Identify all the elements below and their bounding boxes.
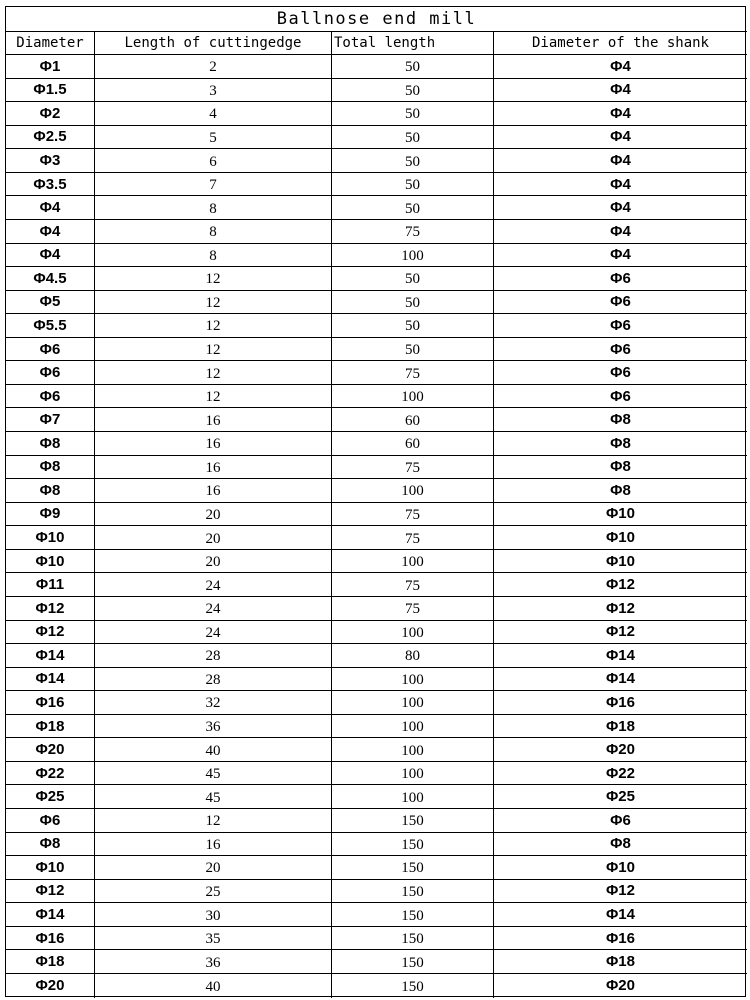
cell-shank-diameter: Φ12	[494, 621, 747, 645]
cell-shank-diameter: Φ12	[494, 597, 747, 621]
cell-cutting-edge-length: 16	[95, 456, 332, 480]
cell-cutting-edge-length: 2	[95, 55, 332, 79]
cell-total-length: 75	[332, 361, 494, 385]
cell-diameter: Φ4.5	[6, 267, 95, 291]
cell-total-length: 50	[332, 196, 494, 220]
cell-cutting-edge-length: 7	[95, 173, 332, 197]
cell-total-length: 50	[332, 102, 494, 126]
cell-total-length: 50	[332, 314, 494, 338]
cell-shank-diameter: Φ10	[494, 856, 747, 880]
cell-diameter: Φ14	[6, 668, 95, 692]
cell-cutting-edge-length: 35	[95, 927, 332, 951]
cell-total-length: 150	[332, 903, 494, 927]
cell-diameter: Φ8	[6, 479, 95, 503]
cell-cutting-edge-length: 5	[95, 126, 332, 150]
cell-diameter: Φ18	[6, 950, 95, 974]
cell-cutting-edge-length: 12	[95, 385, 332, 409]
cell-total-length: 100	[332, 738, 494, 762]
cell-total-length: 150	[332, 950, 494, 974]
cell-cutting-edge-length: 28	[95, 668, 332, 692]
cell-shank-diameter: Φ14	[494, 903, 747, 927]
cell-shank-diameter: Φ16	[494, 927, 747, 951]
cell-cutting-edge-length: 16	[95, 479, 332, 503]
cell-total-length: 80	[332, 644, 494, 668]
cell-shank-diameter: Φ8	[494, 432, 747, 456]
cell-total-length: 100	[332, 691, 494, 715]
cell-cutting-edge-length: 32	[95, 691, 332, 715]
cell-diameter: Φ10	[6, 856, 95, 880]
cell-diameter: Φ3	[6, 149, 95, 173]
cell-shank-diameter: Φ10	[494, 526, 747, 550]
cell-diameter: Φ9	[6, 503, 95, 527]
cell-diameter: Φ12	[6, 880, 95, 904]
cell-diameter: Φ16	[6, 691, 95, 715]
cell-diameter: Φ12	[6, 621, 95, 645]
cell-diameter: Φ25	[6, 785, 95, 809]
cell-shank-diameter: Φ14	[494, 668, 747, 692]
cell-cutting-edge-length: 36	[95, 715, 332, 739]
cell-cutting-edge-length: 28	[95, 644, 332, 668]
cell-total-length: 75	[332, 597, 494, 621]
cell-total-length: 100	[332, 785, 494, 809]
cell-total-length: 150	[332, 833, 494, 857]
cell-cutting-edge-length: 8	[95, 244, 332, 268]
cell-total-length: 100	[332, 479, 494, 503]
cell-diameter: Φ8	[6, 432, 95, 456]
cell-shank-diameter: Φ6	[494, 338, 747, 362]
cell-total-length: 100	[332, 668, 494, 692]
cell-diameter: Φ22	[6, 762, 95, 786]
cell-diameter: Φ6	[6, 385, 95, 409]
cell-cutting-edge-length: 12	[95, 338, 332, 362]
cell-total-length: 50	[332, 338, 494, 362]
cell-diameter: Φ2.5	[6, 126, 95, 150]
cell-shank-diameter: Φ16	[494, 691, 747, 715]
cell-cutting-edge-length: 45	[95, 785, 332, 809]
cell-shank-diameter: Φ14	[494, 644, 747, 668]
cell-total-length: 75	[332, 220, 494, 244]
cell-total-length: 60	[332, 408, 494, 432]
cell-cutting-edge-length: 8	[95, 220, 332, 244]
header-diameter: Diameter	[6, 32, 95, 55]
cell-cutting-edge-length: 12	[95, 314, 332, 338]
cell-shank-diameter: Φ4	[494, 102, 747, 126]
cell-shank-diameter: Φ25	[494, 785, 747, 809]
cell-diameter: Φ4	[6, 220, 95, 244]
cell-cutting-edge-length: 16	[95, 432, 332, 456]
cell-diameter: Φ12	[6, 597, 95, 621]
cell-total-length: 100	[332, 715, 494, 739]
cell-total-length: 100	[332, 244, 494, 268]
cell-shank-diameter: Φ10	[494, 550, 747, 574]
cell-shank-diameter: Φ8	[494, 408, 747, 432]
cell-diameter: Φ4	[6, 196, 95, 220]
cell-total-length: 150	[332, 927, 494, 951]
cell-shank-diameter: Φ18	[494, 715, 747, 739]
cell-shank-diameter: Φ6	[494, 267, 747, 291]
cell-diameter: Φ14	[6, 903, 95, 927]
cell-shank-diameter: Φ4	[494, 149, 747, 173]
cell-total-length: 50	[332, 291, 494, 315]
cell-total-length: 150	[332, 856, 494, 880]
cell-diameter: Φ6	[6, 338, 95, 362]
cell-cutting-edge-length: 45	[95, 762, 332, 786]
cell-shank-diameter: Φ12	[494, 880, 747, 904]
cell-cutting-edge-length: 8	[95, 196, 332, 220]
cell-shank-diameter: Φ4	[494, 55, 747, 79]
cell-shank-diameter: Φ8	[494, 833, 747, 857]
header-shank-diameter: Diameter of the shank	[494, 32, 747, 55]
cell-shank-diameter: Φ12	[494, 573, 747, 597]
cell-cutting-edge-length: 16	[95, 408, 332, 432]
cell-total-length: 75	[332, 573, 494, 597]
cell-total-length: 75	[332, 526, 494, 550]
cell-shank-diameter: Φ6	[494, 809, 747, 833]
cell-cutting-edge-length: 20	[95, 550, 332, 574]
cell-shank-diameter: Φ10	[494, 503, 747, 527]
cell-shank-diameter: Φ20	[606, 977, 635, 995]
cell-shank-diameter: Φ4	[494, 196, 747, 220]
cell-total-length: 100	[332, 385, 494, 409]
cell-shank-diameter: Φ4	[494, 220, 747, 244]
cell-cutting-edge-length: 12	[95, 361, 332, 385]
cell-cutting-edge-length: 6	[95, 149, 332, 173]
cell-total-length: 150	[332, 809, 494, 833]
cell-total-length: 150	[332, 974, 494, 998]
cell-diameter: Φ3.5	[6, 173, 95, 197]
cell-shank-diameter: Φ6	[494, 291, 747, 315]
cell-shank-diameter: Φ4	[494, 126, 747, 150]
cell-shank-diameter: Φ4	[494, 173, 747, 197]
cell-cutting-edge-length: 24	[95, 573, 332, 597]
cell-total-length: 75	[332, 503, 494, 527]
cell-cutting-edge-length: 12	[95, 809, 332, 833]
cell-shank-diameter: Φ6	[494, 314, 747, 338]
cell-diameter: Φ6	[6, 809, 95, 833]
cell-total-length: 50	[332, 149, 494, 173]
cell-shank-diameter: Φ8	[494, 479, 747, 503]
cell-cutting-edge-length: 4	[95, 102, 332, 126]
cell-diameter: Φ2	[6, 102, 95, 126]
cell-diameter: Φ10	[6, 526, 95, 550]
cell-cutting-edge-length: 25	[95, 880, 332, 904]
cell-shank-diameter: Φ6	[494, 361, 747, 385]
cell-diameter: Φ10	[6, 550, 95, 574]
header-cutting-edge-length: Length of cuttingedge	[95, 32, 332, 55]
cell-cutting-edge-length: 24	[95, 621, 332, 645]
cell-diameter: Φ16	[6, 927, 95, 951]
cell-total-length: 50	[332, 55, 494, 79]
cell-diameter: Φ20	[6, 974, 95, 998]
cell-cutting-edge-length: 24	[95, 597, 332, 621]
cell-total-length: 150	[332, 880, 494, 904]
cell-shank-diameter: Φ22	[494, 762, 747, 786]
cell-total-length: 100	[332, 762, 494, 786]
cell-shank-diameter: Φ4	[494, 244, 747, 268]
cell-shank-diameter: Φ8	[494, 456, 747, 480]
cell-cutting-edge-length: 3	[95, 79, 332, 103]
cell-cutting-edge-length: 40	[95, 738, 332, 762]
cell-shank-diameter: Φ20	[494, 738, 747, 762]
cell-diameter: Φ8	[6, 456, 95, 480]
cell-cutting-edge-length: 36	[95, 950, 332, 974]
cell-total-length: 100	[332, 550, 494, 574]
cell-diameter: Φ11	[6, 573, 95, 597]
cell-total-length: 100	[332, 621, 494, 645]
cell-diameter: Φ7	[6, 408, 95, 432]
cell-diameter: Φ1.5	[6, 79, 95, 103]
cell-cutting-edge-length: 30	[95, 903, 332, 927]
cell-diameter: Φ20	[6, 738, 95, 762]
cell-cutting-edge-length: 12	[95, 267, 332, 291]
cell-diameter: Φ1	[6, 55, 95, 79]
cell-shank-diameter: Φ18	[494, 950, 747, 974]
cell-total-length: 50	[332, 126, 494, 150]
cell-shank-diameter: Φ6	[494, 385, 747, 409]
cell-total-length: 50	[332, 267, 494, 291]
cell-total-length: 50	[332, 173, 494, 197]
table-title: Ballnose end mill	[6, 7, 747, 32]
cell-total-length: 60	[332, 432, 494, 456]
header-total-length: Total length	[332, 32, 494, 55]
cell-cutting-edge-length: 12	[95, 291, 332, 315]
cell-total-length: 75	[332, 456, 494, 480]
cell-cutting-edge-length: 20	[95, 856, 332, 880]
cell-diameter: Φ18	[6, 715, 95, 739]
cell-cutting-edge-length: 40	[95, 974, 332, 998]
cell-cutting-edge-length: 16	[95, 833, 332, 857]
spec-table	[5, 6, 746, 997]
cell-cutting-edge-length: 20	[95, 526, 332, 550]
cell-diameter: Φ14	[6, 644, 95, 668]
cell-diameter: Φ5	[6, 291, 95, 315]
cell-shank-diameter: Φ4	[494, 79, 747, 103]
cell-diameter: Φ4	[6, 244, 95, 268]
cell-total-length: 50	[332, 79, 494, 103]
cell-diameter: Φ8	[6, 833, 95, 857]
cell-cutting-edge-length: 20	[95, 503, 332, 527]
cell-diameter: Φ5.5	[6, 314, 95, 338]
cell-diameter: Φ6	[6, 361, 95, 385]
